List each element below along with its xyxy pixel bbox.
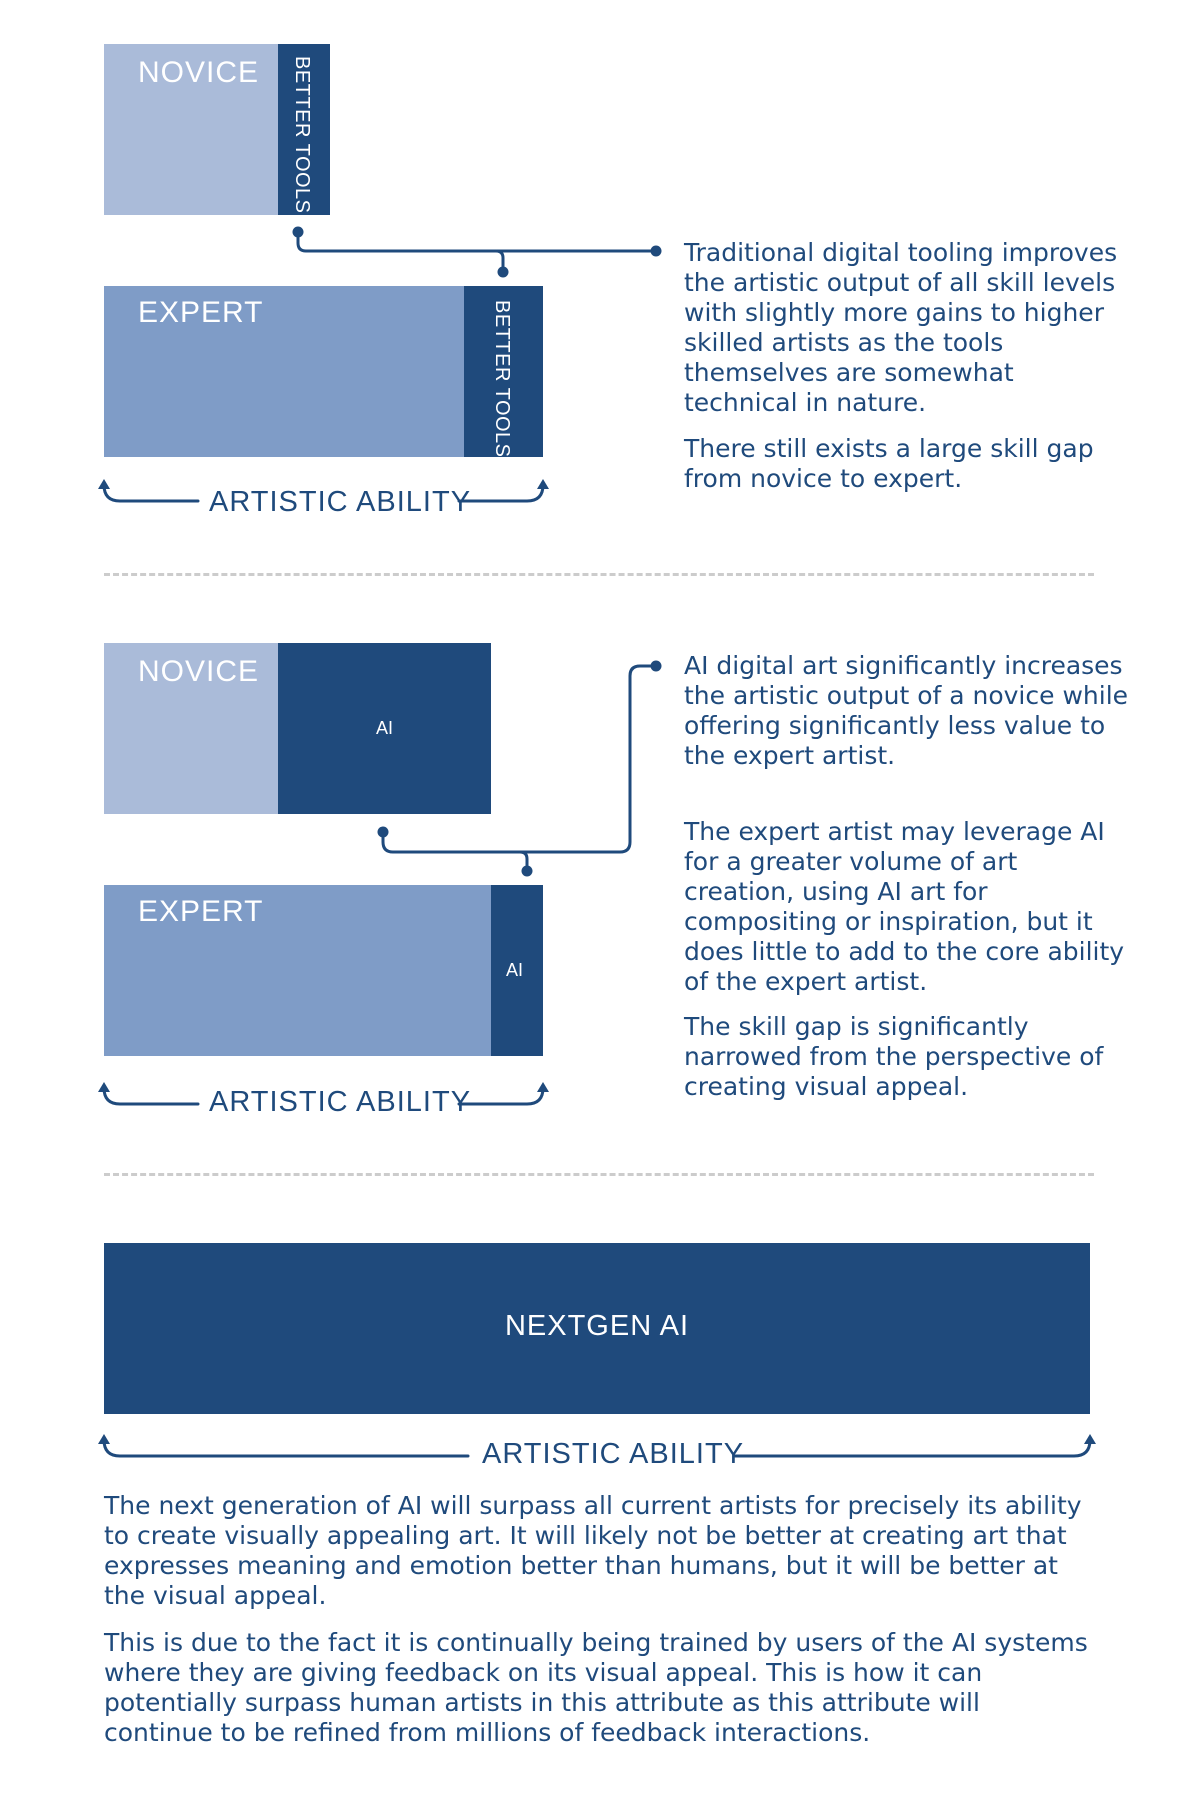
arrowhead-icon [98, 479, 110, 489]
arrowhead-icon [537, 479, 549, 489]
section1-paragraph-1: Traditional digital tooling improves the artistic output of all skill levels with slightly more gains to higher skilled artists as the tools themselves are somewhat technical in nature. [684, 238, 1118, 417]
connector-dot [378, 827, 389, 838]
nextgen-ai-label: NEXTGEN AI [504, 1310, 690, 1342]
axis-arrow-left-1 [104, 485, 198, 501]
novice-label: NOVICE [138, 655, 260, 688]
axis-arrow-right-3 [735, 1440, 1090, 1456]
section3-paragraph-1: The next generation of AI will surpass all current artists for precisely its ability to create visually appealing art. It will likely not be better at creating art that expresses meaning and emotion better than humans, but it will be better at the visual appeal. [104, 1491, 1082, 1610]
axis-arrow-right-1 [459, 485, 543, 501]
novice-label: NOVICE [138, 56, 260, 89]
axis-arrow-left-3 [104, 1440, 468, 1456]
arrowhead-icon [98, 1434, 110, 1444]
section2-paragraph-2: The expert artist may leverage AI for a greater volume of art creation, using AI art for compositing or inspiration, but it does little to add to the core ability of the expert artist. [684, 817, 1125, 996]
novice-better-tools-label: BETTER TOOLS [291, 56, 313, 214]
novice-ai-label: AI [376, 718, 394, 738]
arrowhead-icon [1084, 1434, 1096, 1444]
arrowhead-icon [537, 1082, 549, 1092]
expert-label: EXPERT [138, 895, 264, 928]
expert-ai-label: AI [506, 960, 524, 980]
connector-dot [293, 227, 304, 238]
connector-dot [651, 246, 662, 257]
section3-paragraph-2: This is due to the fact it is continually being trained by users of the AI systems where they are giving feedback on its visual appeal. This is how it can potentially surpass human artists in this attribute as this attribute will continue to be refined from millions of feedback interactions. [104, 1628, 1088, 1747]
axis-arrow-left-2 [104, 1088, 198, 1104]
artistic-ability-axis-label-2: ARTISTIC ABILITY [209, 1086, 472, 1118]
expert-label: EXPERT [138, 296, 264, 329]
section1-paragraph-2: There still exists a large skill gap from novice to expert. [684, 434, 1094, 493]
section2-paragraph-3: The skill gap is significantly narrowed from the perspective of creating visual appeal. [684, 1012, 1104, 1101]
artistic-ability-axis-label-1: ARTISTIC ABILITY [209, 486, 472, 518]
expert-better-tools-label: BETTER TOOLS [491, 300, 513, 458]
connector-dot [651, 661, 662, 672]
connector-dot [498, 267, 509, 278]
connector-line-2 [383, 666, 654, 852]
arrowhead-icon [98, 1082, 110, 1092]
connector-dot [522, 866, 533, 877]
section2-paragraph-1: AI digital art significantly increases the artistic output of a novice while offering significantly less value to the expert artist. [684, 651, 1129, 770]
axis-arrow-right-2 [459, 1088, 543, 1104]
connector-line-1 [298, 232, 654, 251]
artistic-ability-axis-label-3: ARTISTIC ABILITY [482, 1438, 745, 1470]
